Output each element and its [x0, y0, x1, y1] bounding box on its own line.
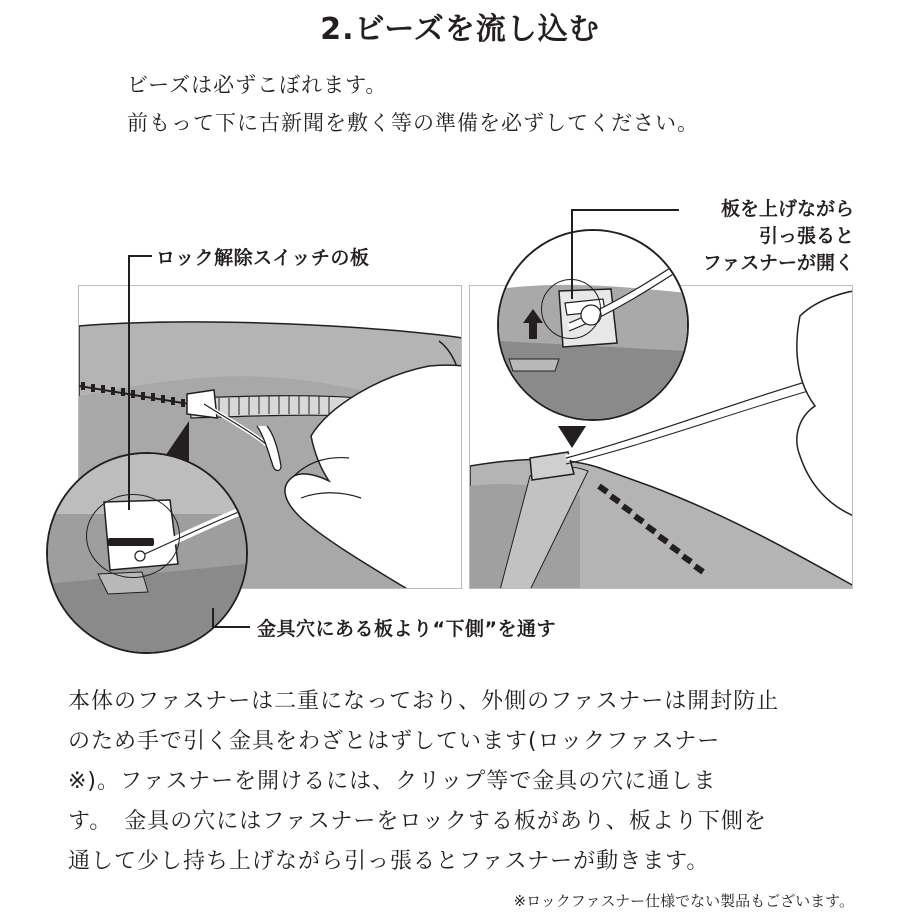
callout-pass-below: 金具穴にある板より“下側”を通す [257, 618, 556, 640]
callout-leader-lift [571, 209, 679, 211]
callout-leader-lock [128, 255, 152, 257]
callout-leader-lock-vertical [128, 255, 130, 510]
callout-lift-plate [703, 196, 854, 277]
callout-lift-line: 板を上げながら [720, 198, 854, 220]
intro-line: 前もって下に古新聞を敷く等の準備を必ずしてください。 [127, 111, 699, 135]
explanation-text [68, 682, 868, 882]
callout-lift-line: 引っ張ると [758, 225, 854, 247]
intro-warning [127, 66, 699, 142]
body-line: ※)。ファスナーを開けるには、クリップ等で金具の穴に通しま [68, 769, 717, 794]
callout-lift-line: ファスナーが開く [702, 252, 854, 274]
hole-highlight-circle [86, 494, 180, 578]
body-line: す。 金具の穴にはファスナーをロックする板があり、板より下側を [68, 809, 767, 834]
footnote: ※ロックファスナー仕様でない製品もございます。 [513, 892, 854, 910]
body-line: 本体のファスナーは二重になっており、外側のファスナーは開封防止 [68, 689, 780, 714]
body-line: のため手で引く金具をわざとはずしています(ロックファスナー [68, 729, 721, 754]
callout-leader-lift-vertical [571, 209, 573, 299]
intro-line: ビーズは必ずこぼれます。 [127, 73, 388, 97]
callout-leader-below [212, 626, 250, 628]
callout-leader-below-vertical [212, 608, 214, 626]
section-title: 2.ビーズを流し込む [320, 12, 600, 47]
callout-lock-plate: ロック解除スイッチの板 [156, 247, 370, 269]
body-line: 通して少し持ち上げながら引っ張るとファスナーが動きます。 [68, 849, 710, 874]
